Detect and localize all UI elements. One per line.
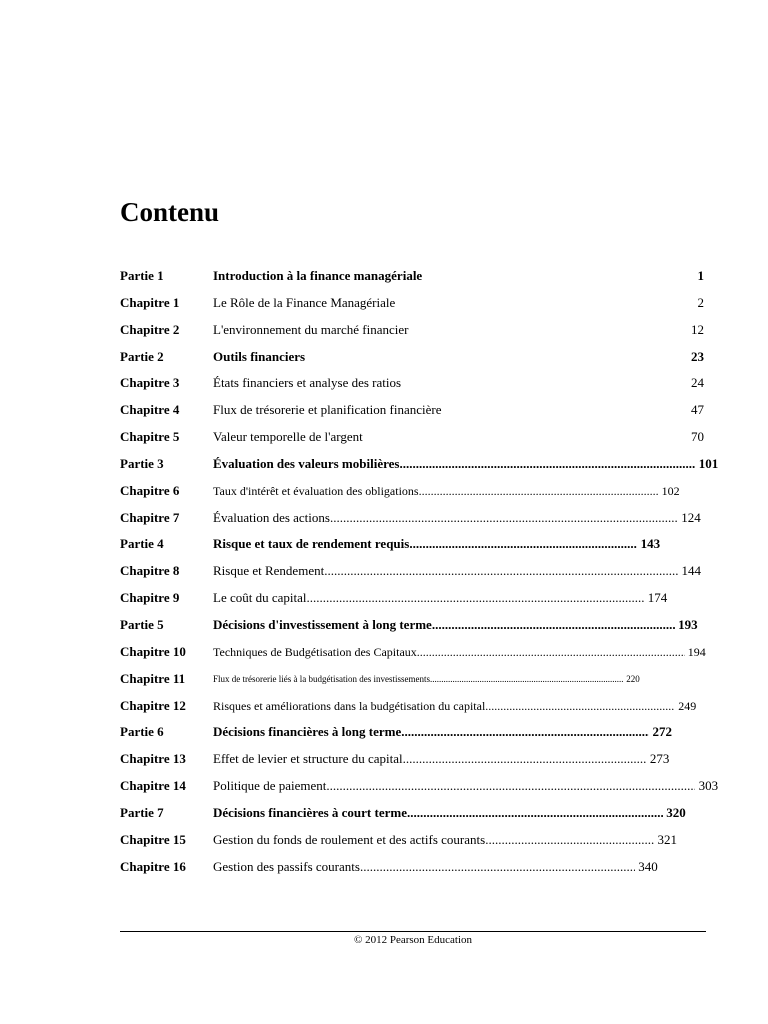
toc-dot-leader [430, 666, 624, 692]
toc-dot-leader [409, 531, 637, 557]
toc-dot-leader [324, 558, 678, 584]
toc-entry-page: 340 [638, 858, 658, 874]
toc-row [120, 344, 720, 371]
toc-entry-page: 193 [678, 616, 698, 632]
toc-entry-title-text: Taux d'intérêt et évaluation des obligations [213, 483, 419, 498]
toc-entry-page: 174 [647, 590, 668, 606]
toc-row [120, 612, 720, 639]
toc-row [120, 370, 720, 397]
toc-entry-title-text: Techniques de Budgétisation des Capitaux [213, 644, 417, 659]
toc-entry-page: 143 [640, 536, 661, 552]
toc-entry-page: 102 [661, 483, 680, 498]
toc-entry-title-text: Gestion du fonds de roulement et des actifs courants [213, 831, 486, 847]
toc-dot-leader [401, 719, 649, 745]
toc-entry-title-text: Évaluation des actions [213, 509, 330, 525]
toc-row [120, 505, 720, 532]
toc-entry-page: 220 [626, 673, 640, 684]
toc-entry-label: Chapitre 6 [120, 482, 180, 498]
toc-dot-leader [307, 585, 645, 611]
toc-entry-title [213, 558, 701, 584]
toc-dot-leader [403, 746, 647, 772]
toc-entry-title-text: Décisions financières à court terme [213, 804, 407, 820]
toc-entry-title-text: Effet de levier et structure du capital [213, 751, 403, 767]
toc-entry-label: Partie 5 [120, 616, 164, 632]
toc-entry-label: Chapitre 5 [120, 429, 180, 445]
toc-entry-label: Chapitre 13 [120, 751, 186, 767]
toc-entry-title-text: Politique de paiement [213, 778, 327, 794]
toc-entry-page: 47 [691, 402, 704, 418]
toc-entry-title [213, 746, 669, 772]
toc-row [120, 531, 720, 558]
toc-entry-label: Chapitre 15 [120, 831, 186, 847]
toc-dot-leader [360, 854, 635, 880]
toc-entry-title: Introduction à la finance managériale [213, 268, 423, 283]
page-title: Contenu [120, 197, 220, 227]
toc-entry-title-text: Décisions d'investissement à long terme [213, 616, 432, 632]
toc-entry-page: 70 [691, 429, 704, 445]
toc-row [120, 317, 720, 344]
toc-entry-title [213, 478, 680, 504]
toc-dot-leader [419, 478, 659, 504]
toc-entry-page: 12 [691, 321, 704, 337]
toc-row [120, 639, 720, 666]
toc-entry-title-text: Flux de trésorerie liés à la budgétisation des investissements [213, 673, 430, 684]
toc-dot-leader [417, 639, 685, 665]
toc-entry-title [213, 585, 667, 611]
toc-entry-page: 23 [691, 348, 704, 364]
toc-entry-title: Valeur temporelle de l'argent [213, 429, 363, 445]
toc-entry-label: Partie 2 [120, 348, 164, 364]
toc-entry-title [213, 719, 672, 745]
toc-entry-title [213, 854, 658, 880]
toc-row [120, 719, 720, 746]
toc-entry-label: Chapitre 4 [120, 402, 180, 418]
toc-entry-title-text: Évaluation des valeurs mobilières [213, 455, 400, 471]
toc-entry-label: Chapitre 1 [120, 294, 180, 310]
toc-entry-title-text: Décisions financières à long terme [213, 724, 402, 740]
toc-entry-title [213, 693, 696, 719]
toc-dot-leader [485, 693, 675, 719]
toc-entry-page: 124 [681, 509, 701, 525]
toc-entry-title [213, 451, 718, 477]
toc-dot-leader [399, 451, 695, 477]
toc-entry-label: Partie 1 [120, 268, 164, 283]
toc-entry-page: 2 [697, 294, 704, 310]
toc-row [120, 424, 720, 451]
toc-dot-leader [330, 505, 678, 531]
toc-entry-title [213, 612, 698, 638]
toc-entry-title-text: Gestion des passifs courants [213, 858, 360, 874]
table-of-contents [120, 263, 720, 880]
toc-entry-label: Chapitre 3 [120, 375, 180, 391]
toc-entry-title [213, 531, 660, 557]
toc-entry-title: L'environnement du marché financier [213, 321, 409, 337]
toc-entry-title-text: Le coût du capital [213, 590, 307, 606]
toc-entry-page: 144 [681, 563, 701, 579]
toc-row [120, 854, 720, 881]
footer-divider [120, 931, 706, 932]
toc-row [120, 263, 720, 290]
toc-row [120, 773, 720, 800]
toc-row [120, 666, 720, 693]
toc-entry-title [213, 773, 718, 799]
toc-row [120, 827, 720, 854]
toc-entry-label: Chapitre 16 [120, 858, 186, 874]
toc-dot-leader [432, 612, 675, 638]
toc-entry-label: Chapitre 10 [120, 643, 186, 659]
toc-entry-title-text: Risque et Rendement [213, 563, 325, 579]
toc-entry-label: Partie 4 [120, 536, 164, 552]
toc-entry-title: Le Rôle de la Finance Managériale [213, 294, 396, 310]
toc-entry-page: 194 [687, 644, 706, 659]
footer-copyright: © 2012 Pearson Education [353, 934, 473, 946]
toc-dot-leader [407, 800, 663, 826]
toc-entry-label: Partie 6 [120, 724, 164, 740]
toc-entry-title: États financiers et analyse des ratios [213, 375, 402, 391]
toc-entry-label: Chapitre 12 [120, 697, 186, 713]
toc-row [120, 585, 720, 612]
toc-entry-label: Chapitre 9 [120, 590, 180, 606]
toc-entry-page: 272 [652, 724, 672, 740]
toc-entry-label: Chapitre 7 [120, 509, 180, 525]
toc-entry-label: Chapitre 14 [120, 778, 186, 794]
toc-entry-page: 1 [697, 268, 704, 283]
toc-entry-label: Partie 3 [120, 455, 164, 471]
toc-entry-title [213, 639, 706, 665]
toc-row [120, 693, 720, 720]
toc-row [120, 746, 720, 773]
toc-entry-page: 24 [691, 375, 704, 391]
toc-row [120, 800, 720, 827]
toc-row [120, 558, 720, 585]
toc-entry-title [213, 800, 686, 826]
toc-entry-label: Chapitre 2 [120, 321, 180, 337]
toc-entry-label: Chapitre 11 [120, 670, 186, 686]
toc-entry-title: Flux de trésorerie et planification financière [213, 402, 442, 418]
toc-entry-title [213, 827, 677, 853]
toc-entry-page: 249 [678, 698, 697, 713]
toc-entry-title: Outils financiers [213, 348, 306, 364]
toc-entry-title-text: Risque et taux de rendement requis [213, 536, 410, 552]
toc-entry-label: Chapitre 8 [120, 563, 180, 579]
toc-row [120, 478, 720, 505]
toc-row [120, 397, 720, 424]
toc-entry-page: 321 [657, 831, 677, 847]
toc-entry-title [213, 666, 640, 692]
toc-entry-title [213, 505, 701, 531]
toc-entry-page: 273 [649, 751, 670, 767]
toc-entry-title-text: Risques et améliorations dans la budgétisation du capital [213, 698, 486, 713]
toc-entry-label: Partie 7 [120, 804, 164, 820]
toc-row [120, 451, 720, 478]
toc-dot-leader [485, 827, 654, 853]
toc-dot-leader [326, 773, 695, 799]
toc-entry-page: 303 [698, 778, 719, 794]
toc-row [120, 290, 720, 317]
toc-entry-page: 101 [698, 455, 719, 471]
toc-entry-page: 320 [666, 804, 686, 820]
